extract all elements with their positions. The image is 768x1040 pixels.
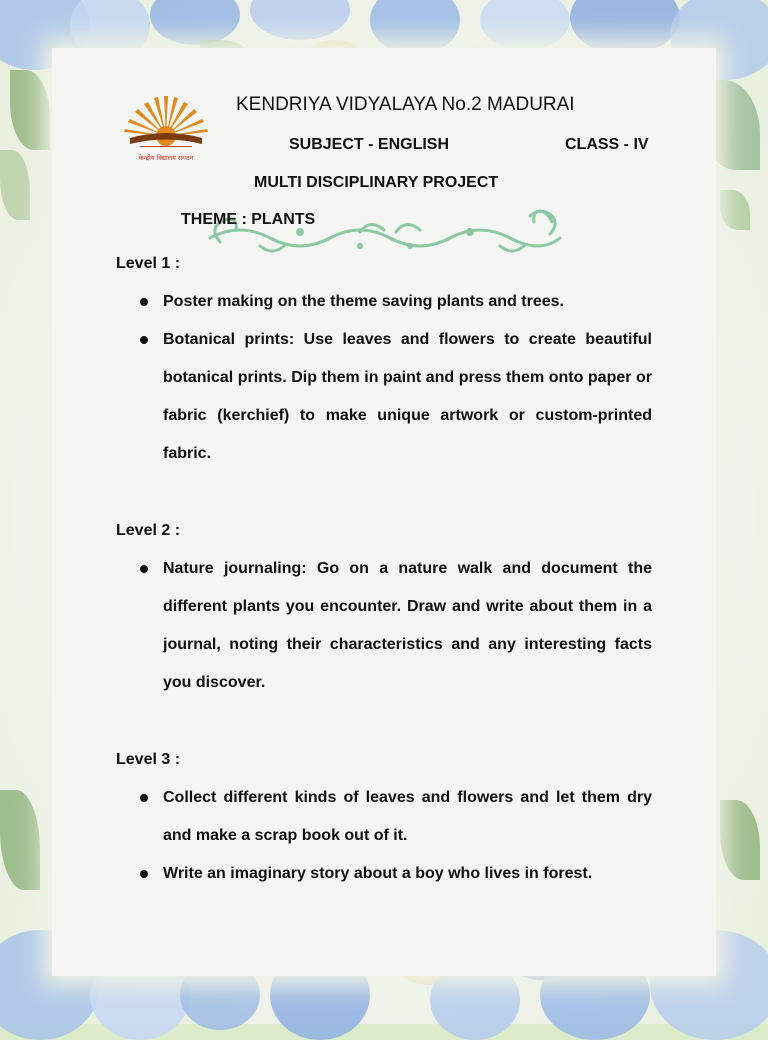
list-item: Botanical prints: Use leaves and flowers to create beautiful botanical prints. Dip them in paint and press them onto paper or fabric (kerchief) to make unique artwork or custom-printed fabric. <box>116 321 652 473</box>
school-title: KENDRIYA VIDYALAYA No.2 MADURAI <box>236 94 575 115</box>
level-2-list <box>116 550 652 702</box>
list-item: Poster making on the theme saving plants and trees. <box>116 283 652 321</box>
project-title: MULTI DISCIPLINARY PROJECT <box>254 174 499 191</box>
level-1-list <box>116 283 652 473</box>
bullet-icon <box>140 298 148 306</box>
list-item: Write an imaginary story about a boy who lives in forest. <box>116 855 652 893</box>
level-heading: Level 1 : <box>116 255 181 272</box>
list-item: Collect different kinds of leaves and flowers and let them dry and make a scrap book out of it. <box>116 779 652 855</box>
level-3-list <box>116 779 652 893</box>
level-heading: Level 3 : <box>116 751 181 768</box>
bullet-icon <box>140 565 148 573</box>
bullet-icon <box>140 870 148 878</box>
activity-content <box>116 245 652 893</box>
logo-text: केन्द्रीय विद्यालय संगठन <box>138 154 194 162</box>
kvs-logo <box>116 88 216 166</box>
class-label: CLASS - IV <box>565 136 649 153</box>
bullet-icon <box>140 336 148 344</box>
bullet-icon <box>140 794 148 802</box>
list-item: Nature journaling: Go on a nature walk and document the different plants you encounter. Draw and write about them in a journal, noting their characteristics and any interesting facts you discover. <box>116 550 652 702</box>
theme-title: THEME : PLANTS <box>181 211 316 228</box>
subject-label: SUBJECT - ENGLISH <box>289 136 450 153</box>
level-heading: Level 2 : <box>116 522 181 539</box>
